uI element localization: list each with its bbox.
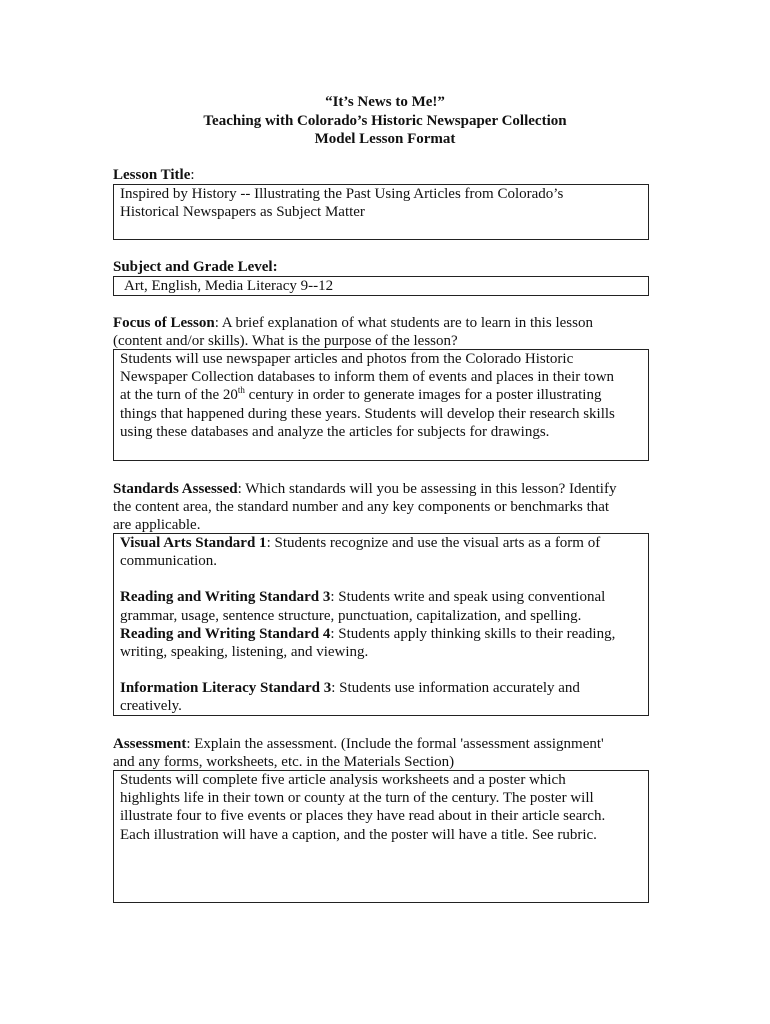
il3-standard-text-2: creatively. [120, 698, 182, 715]
focus-prompt-line-2: (content and/or skills). What is the purpose of the lesson? [113, 333, 458, 349]
rw3-standard-label: Reading and Writing Standard 3 [120, 589, 331, 606]
visual-arts-standard-text-2: communication. [120, 553, 218, 570]
assessment-line-3: illustrate four to five events or places they have read about in their article search. [120, 808, 606, 825]
focus-line-4: things that happened during these years. Students will develop their research skills [120, 405, 615, 422]
header-title: Teaching with Colorado’s Historic Newspaper Collection [203, 112, 567, 129]
lesson-title-line-1: Inspired by History -- Illustrating the Past Using Articles from Colorado’s [120, 186, 564, 202]
il3-standard-label: Information Literacy Standard 3 [120, 680, 332, 697]
il3-standard-text-1: : Students use information accurately and [331, 680, 580, 697]
assessment-line-2: highlights life in their town or county at the turn of the century. The poster will [120, 790, 594, 807]
focus-label: Focus of Lesson [113, 315, 215, 331]
lesson-title-label: Lesson Title [113, 167, 191, 183]
assessment-prompt-line-1: : Explain the assessment. (Include the formal 'assessment assignment' [186, 736, 604, 752]
lesson-title-label-line [113, 166, 653, 184]
assessment-prompt-line-2: and any forms, worksheets, etc. in the Materials Section) [113, 754, 455, 770]
focus-prompt-line-1: : A brief explanation of what students are to learn in this lesson [214, 315, 593, 331]
rw4-standard-label: Reading and Writing Standard 4 [120, 625, 331, 642]
assessment-box[interactable] [113, 770, 649, 903]
focus-superscript: th [237, 385, 245, 396]
document-header [0, 93, 770, 149]
subject-value: Art, English, Media Literacy 9--12 [124, 278, 334, 294]
subject-label-line [113, 258, 653, 276]
header-subtitle: Model Lesson Format [314, 131, 456, 147]
header-tagline: “It’s News to Me!” [325, 94, 445, 110]
visual-arts-standard-label: Visual Arts Standard 1 [120, 535, 267, 551]
rw3-standard-text-1: : Students write and speak using conventional [330, 589, 606, 606]
focus-line-3: at the turn of the 20th century in order to generate images for a poster illustrating [120, 385, 602, 404]
subject-box[interactable] [113, 276, 649, 296]
assessment-line-4: Each illustration will have a caption, and the poster will have a title. See rubric. [120, 826, 597, 843]
assessment-line-1: Students will complete five article analysis worksheets and a poster which [120, 772, 566, 788]
focus-line-2: Newspaper Collection databases to inform them of events and places in their town [120, 369, 615, 386]
visual-arts-standard-text-1: : Students recognize and use the visual arts as a form of [266, 535, 601, 551]
standards-prompt [113, 480, 653, 534]
standards-prompt-line-3: are applicable. [113, 517, 201, 533]
lesson-title-box[interactable] [113, 184, 649, 240]
rw4-standard-text-1: : Students apply thinking skills to their reading, [330, 625, 616, 642]
focus-line-1: Students will use newspaper articles and photos from the Colorado Historic [120, 351, 574, 367]
lesson-title-line-2: Historical Newspapers as Subject Matter [120, 204, 365, 221]
focus-prompt [113, 314, 653, 350]
standards-box[interactable] [113, 533, 649, 716]
assessment-label: Assessment [113, 736, 187, 752]
assessment-prompt [113, 735, 653, 771]
rw4-standard-text-2: writing, speaking, listening, and viewing. [120, 644, 369, 661]
subject-label: Subject and Grade Level: [113, 259, 278, 275]
lesson-title-colon: : [190, 167, 195, 183]
focus-line-5: using these databases and analyze the articles for subjects for drawings. [120, 423, 550, 440]
standards-prompt-line-1: : Which standards will you be assessing in this lesson? Identify [237, 481, 617, 497]
standards-prompt-line-2: the content area, the standard number and any key components or benchmarks that [113, 499, 610, 515]
standards-label: Standards Assessed [113, 481, 238, 497]
rw3-standard-text-2: grammar, usage, sentence structure, punctuation, capitalization, and spelling. [120, 607, 582, 624]
focus-box[interactable] [113, 349, 649, 461]
